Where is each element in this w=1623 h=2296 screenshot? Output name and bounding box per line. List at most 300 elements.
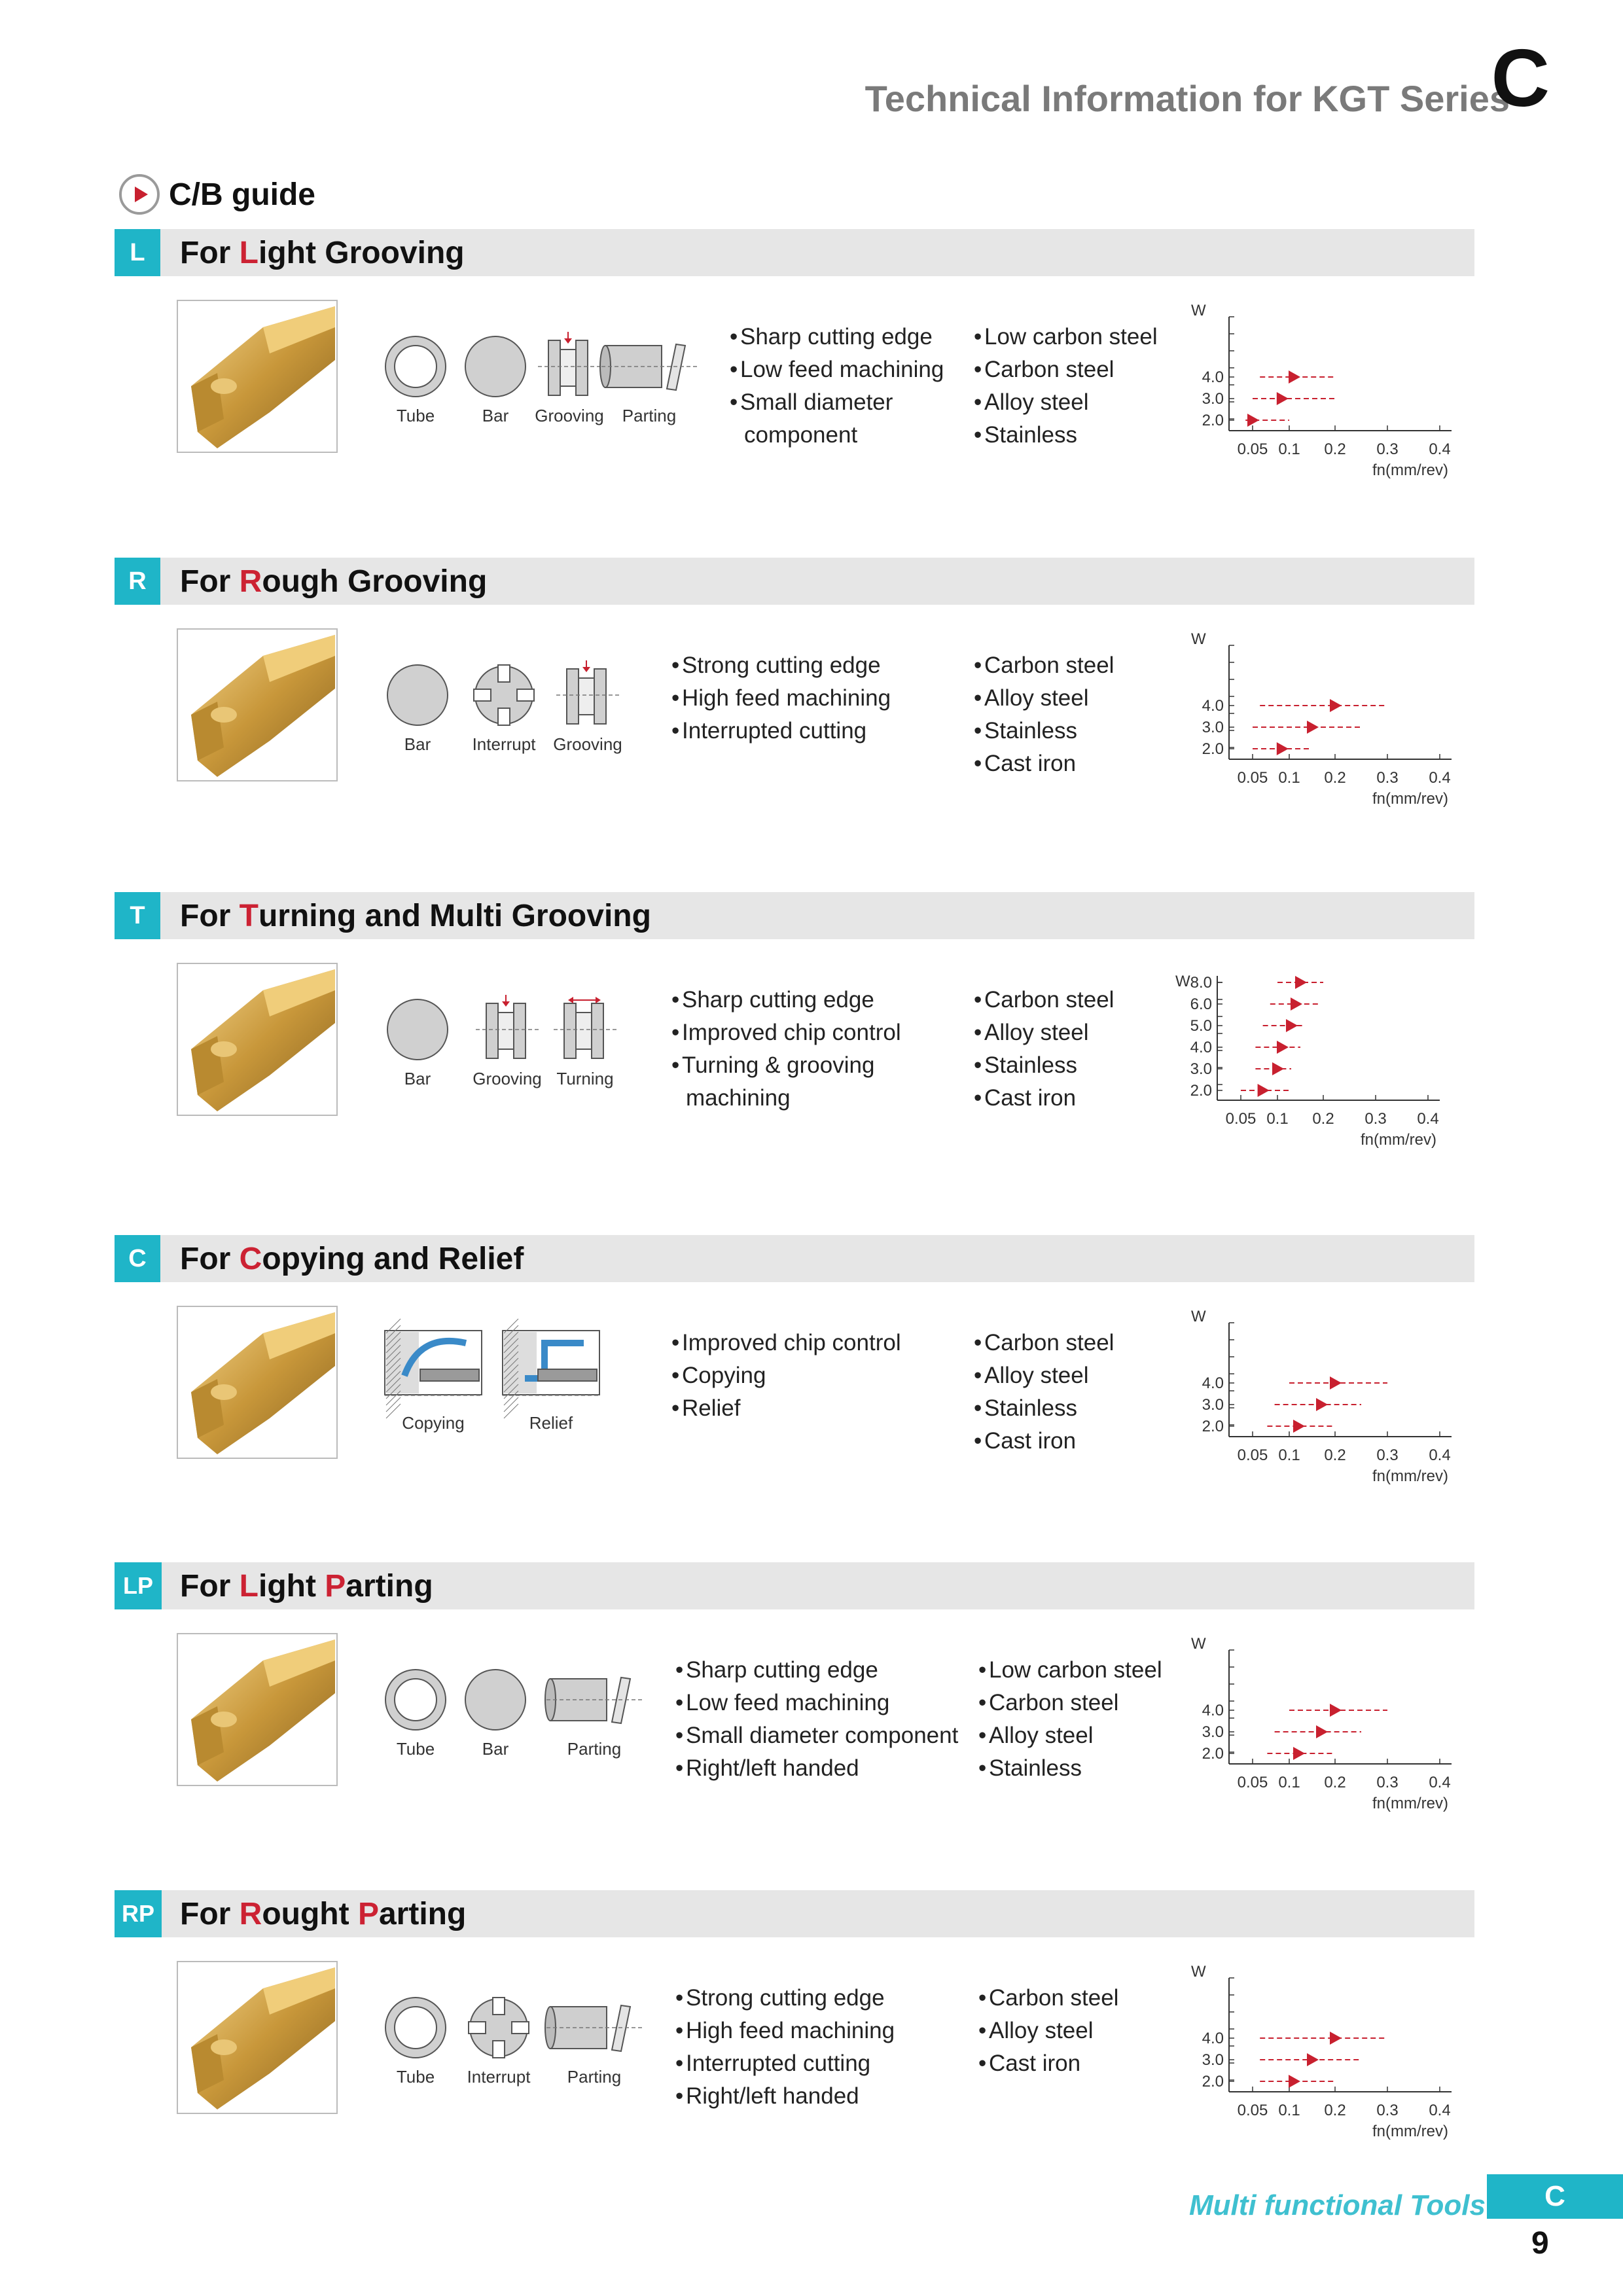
section-title-red2: P xyxy=(325,1568,346,1604)
bullet: • xyxy=(978,2018,987,2043)
feed-chart-LP xyxy=(1183,1633,1451,1829)
material-item xyxy=(974,984,1114,1016)
bullet: • xyxy=(675,1690,684,1715)
material-text: Carbon steel xyxy=(984,653,1115,678)
feed-chart-L xyxy=(1183,300,1451,496)
feature-item xyxy=(671,649,891,682)
x-tick-label: 0.3 xyxy=(1376,2102,1399,2119)
parting-icon xyxy=(600,331,698,403)
feature-text: Low feed machining xyxy=(740,357,944,382)
x-tick-label: 0.2 xyxy=(1324,1774,1346,1791)
bullet: • xyxy=(974,1020,982,1045)
interrupt-icon xyxy=(461,659,546,731)
icon-label: Copying xyxy=(402,1413,465,1433)
icon-label: Bar xyxy=(482,1739,509,1759)
bar-icon xyxy=(453,331,538,403)
section-code-badge: RP xyxy=(115,1890,162,1937)
section-title-red1: T xyxy=(239,898,259,933)
material-item xyxy=(978,1654,1162,1687)
x-tick-label: 0.05 xyxy=(1237,2102,1268,2119)
x-axis-label: fn(mm/rev) xyxy=(1361,1131,1436,1149)
material-item xyxy=(974,386,1158,419)
x-axis-label: fn(mm/rev) xyxy=(1372,1795,1448,1812)
icon-label: Tube xyxy=(396,406,435,425)
feature-text: Right/left handed xyxy=(686,1755,859,1781)
feature-text: Turning & grooving xyxy=(682,1052,875,1078)
feature-list xyxy=(671,1327,901,1425)
feed-chart-R xyxy=(1183,628,1451,825)
recommended-feed-marker xyxy=(1330,2032,1342,2045)
feed-chart-T xyxy=(1171,969,1439,1166)
recommended-feed-marker xyxy=(1289,370,1300,384)
bullet: • xyxy=(675,2051,684,2076)
play-icon xyxy=(119,174,160,215)
material-text: Carbon steel xyxy=(984,1330,1115,1355)
feature-text: component xyxy=(744,422,858,448)
section-code-badge: C xyxy=(115,1235,160,1282)
bullet: • xyxy=(671,1052,680,1078)
bar-icon xyxy=(375,994,460,1066)
bullet: • xyxy=(974,653,982,678)
x-tick-label: 0.2 xyxy=(1324,2102,1346,2119)
icon-label: Tube xyxy=(396,2067,435,2087)
feature-text: Strong cutting edge xyxy=(686,1985,885,2011)
feature-text: Small diameter xyxy=(740,389,893,415)
bullet: • xyxy=(974,751,982,776)
x-tick-label: 0.05 xyxy=(1237,440,1268,458)
recommended-feed-marker xyxy=(1295,976,1307,989)
feature-item xyxy=(730,321,944,353)
material-list xyxy=(978,1654,1162,1785)
x-tick-label: 0.1 xyxy=(1278,440,1300,458)
x-axis-label: fn(mm/rev) xyxy=(1372,461,1448,479)
icon-label: Tube xyxy=(396,1739,435,1759)
bullet: • xyxy=(978,1755,987,1781)
x-axis-label: fn(mm/rev) xyxy=(1372,2123,1448,2140)
x-tick-label: 0.3 xyxy=(1364,1110,1387,1128)
feature-text: Sharp cutting edge xyxy=(686,1657,878,1683)
material-item xyxy=(978,2015,1118,2047)
feature-text: Copying xyxy=(682,1363,766,1388)
bullet: • xyxy=(675,1723,684,1748)
bullet: • xyxy=(974,1428,982,1454)
bullet: • xyxy=(671,1020,680,1045)
feed-chart-RP xyxy=(1183,1961,1451,2157)
x-tick-label: 0.4 xyxy=(1429,1446,1451,1464)
section-title-rest1: urning and Multi Grooving xyxy=(258,898,651,933)
feature-text: Strong cutting edge xyxy=(682,653,881,678)
bullet: • xyxy=(671,653,680,678)
recommended-feed-marker xyxy=(1277,742,1289,755)
icon-label: Bar xyxy=(404,734,431,754)
material-item xyxy=(974,715,1114,747)
bullet: • xyxy=(671,685,680,711)
bullet: • xyxy=(978,2051,987,2076)
section-title-rest1: ough Grooving xyxy=(262,564,488,599)
section-title-rest1: ight Grooving xyxy=(258,235,465,270)
footer-text: Multi functional Tools xyxy=(1189,2189,1486,2221)
material-item xyxy=(974,321,1158,353)
section-title-red1: L xyxy=(239,1568,259,1604)
icon-label: Bar xyxy=(482,406,509,425)
material-text: Carbon steel xyxy=(984,987,1115,1013)
feature-text: Sharp cutting edge xyxy=(740,324,933,350)
material-text: Cast iron xyxy=(984,751,1077,776)
feature-text: Relief xyxy=(682,1395,741,1421)
feed-chart-C xyxy=(1183,1306,1451,1502)
section-title-prefix: For xyxy=(180,1896,240,1931)
feature-item xyxy=(730,419,944,452)
bar-icon xyxy=(453,1664,538,1736)
page-number: 9 xyxy=(1531,2226,1549,2261)
section-title-red1: C xyxy=(239,1241,262,1276)
material-text: Carbon steel xyxy=(989,1690,1119,1715)
chart-container xyxy=(1183,1633,1451,1833)
insert-photo xyxy=(177,963,338,1116)
icon-label: Relief xyxy=(529,1413,573,1433)
x-tick-label: 0.4 xyxy=(1429,2102,1451,2119)
feature-item xyxy=(675,1687,958,1719)
material-item xyxy=(974,1327,1114,1359)
section-code-badge: LP xyxy=(115,1562,162,1609)
insert-photo xyxy=(177,300,338,453)
material-text: Low carbon steel xyxy=(984,324,1158,350)
icon-label: Grooving xyxy=(473,1069,542,1088)
material-item xyxy=(974,353,1158,386)
section-title-rest1: ought xyxy=(262,1896,358,1931)
recommended-feed-marker xyxy=(1258,1084,1270,1097)
x-tick-label: 0.05 xyxy=(1225,1110,1257,1128)
material-list xyxy=(974,649,1114,780)
icon-label: Interrupt xyxy=(472,734,536,754)
material-text: Alloy steel xyxy=(984,389,1089,415)
material-list xyxy=(974,984,1114,1115)
grooving-icon xyxy=(555,659,620,731)
y-tick-label: 3.0 xyxy=(1202,2051,1224,2069)
y-tick-label: 2.0 xyxy=(1202,740,1224,758)
feature-item xyxy=(671,1049,901,1082)
x-tick-label: 0.05 xyxy=(1237,769,1268,787)
feature-text: Improved chip control xyxy=(682,1330,901,1355)
material-text: Alloy steel xyxy=(984,1020,1089,1045)
chart-container xyxy=(1183,300,1451,499)
section-lp xyxy=(0,1562,1623,1876)
y-tick-label: 3.0 xyxy=(1202,1396,1224,1414)
section-title-rest2: arting xyxy=(378,1896,467,1931)
material-item xyxy=(978,1687,1162,1719)
icon-label: Parting xyxy=(567,2067,622,2087)
recommended-feed-marker xyxy=(1316,1725,1328,1738)
feature-text: High feed machining xyxy=(682,685,891,711)
recommended-feed-marker xyxy=(1330,699,1342,712)
interrupt-icon xyxy=(456,1992,541,2064)
feature-item xyxy=(671,682,891,715)
recommended-feed-marker xyxy=(1291,997,1302,1011)
feature-item xyxy=(675,1654,958,1687)
material-text: Cast iron xyxy=(984,1428,1077,1454)
feature-list xyxy=(730,321,944,452)
x-tick-label: 0.1 xyxy=(1278,769,1300,787)
bar-icon xyxy=(375,659,460,731)
chart-container xyxy=(1183,1961,1451,2161)
section-title xyxy=(180,558,487,605)
bullet: • xyxy=(730,357,738,382)
feature-item xyxy=(671,715,891,747)
x-tick-label: 0.1 xyxy=(1266,1110,1289,1128)
x-tick-label: 0.2 xyxy=(1324,440,1346,458)
recommended-feed-marker xyxy=(1286,1019,1298,1032)
feature-text: High feed machining xyxy=(686,2018,895,2043)
relief-icon xyxy=(499,1327,603,1399)
bullet: • xyxy=(978,1690,987,1715)
material-text: Stainless xyxy=(989,1755,1082,1781)
recommended-feed-marker xyxy=(1330,1376,1342,1390)
feature-text: Improved chip control xyxy=(682,1020,901,1045)
section-code-badge: L xyxy=(115,229,160,276)
material-item xyxy=(974,747,1114,780)
y-axis-label: W xyxy=(1191,302,1206,319)
icon-label: Grooving xyxy=(553,734,622,754)
feature-text: Sharp cutting edge xyxy=(682,987,874,1013)
feature-item xyxy=(675,2015,895,2047)
section-c xyxy=(0,1235,1623,1549)
feature-list xyxy=(671,984,901,1115)
guide-title: C/B guide xyxy=(169,177,315,212)
material-text: Low carbon steel xyxy=(989,1657,1162,1683)
material-text: Cast iron xyxy=(984,1085,1077,1111)
recommended-feed-marker xyxy=(1307,721,1319,734)
material-item xyxy=(974,1359,1114,1392)
turning-icon xyxy=(552,994,618,1066)
y-tick-label: 5.0 xyxy=(1190,1017,1212,1035)
bullet: • xyxy=(974,685,982,711)
y-tick-label: 4.0 xyxy=(1202,1374,1224,1392)
section-code-badge: T xyxy=(115,892,160,939)
recommended-feed-marker xyxy=(1293,1420,1305,1433)
material-text: Alloy steel xyxy=(984,1363,1089,1388)
feature-text: Small diameter component xyxy=(686,1723,959,1748)
bullet: • xyxy=(671,1330,680,1355)
bullet: • xyxy=(675,1985,684,2011)
section-r xyxy=(0,558,1623,872)
grooving-icon xyxy=(537,331,602,403)
bullet: • xyxy=(978,1723,987,1748)
material-item xyxy=(978,1982,1118,2015)
x-tick-label: 0.1 xyxy=(1278,1774,1300,1791)
y-tick-label: 2.0 xyxy=(1202,2073,1224,2090)
y-tick-label: 4.0 xyxy=(1202,1702,1224,1719)
section-title-red1: R xyxy=(239,564,262,599)
material-list xyxy=(974,321,1158,452)
section-title-prefix: For xyxy=(180,1241,240,1276)
y-tick-label: 3.0 xyxy=(1202,719,1224,736)
x-tick-label: 0.4 xyxy=(1429,440,1451,458)
material-item xyxy=(978,1719,1162,1752)
bullet: • xyxy=(675,2083,684,2109)
parting-icon xyxy=(545,1992,643,2064)
feature-item xyxy=(730,386,944,419)
x-tick-label: 0.4 xyxy=(1429,1774,1451,1791)
feature-text: machining xyxy=(686,1085,791,1111)
chart-container xyxy=(1171,969,1439,1169)
bullet: • xyxy=(974,987,982,1013)
material-list xyxy=(978,1982,1118,2080)
y-tick-label: 6.0 xyxy=(1190,996,1212,1013)
section-title xyxy=(180,892,651,939)
section-title xyxy=(180,229,465,276)
feature-item xyxy=(671,1327,901,1359)
section-title-prefix: For xyxy=(180,235,240,270)
bullet: • xyxy=(974,357,982,382)
insert-photo xyxy=(177,1961,338,2114)
section-title-prefix: For xyxy=(180,564,240,599)
insert-photo xyxy=(177,628,338,781)
recommended-feed-marker xyxy=(1272,1062,1284,1075)
section-title-rest2: arting xyxy=(346,1568,433,1604)
material-item xyxy=(978,2047,1118,2080)
recommended-feed-marker xyxy=(1316,1398,1328,1411)
grooving-icon xyxy=(474,994,540,1066)
y-axis-label: W xyxy=(1191,1308,1206,1325)
material-item xyxy=(974,1082,1114,1115)
bullet: • xyxy=(974,1363,982,1388)
bullet: • xyxy=(974,1052,982,1078)
y-axis-label: W xyxy=(1175,973,1190,990)
y-tick-label: 2.0 xyxy=(1190,1082,1212,1100)
y-tick-label: 2.0 xyxy=(1202,412,1224,429)
material-item xyxy=(974,1425,1114,1458)
material-item xyxy=(974,1016,1114,1049)
y-tick-label: 3.0 xyxy=(1202,1723,1224,1741)
icon-label: Parting xyxy=(622,406,677,425)
tube-icon xyxy=(373,1664,458,1736)
section-title-rest1: opying and Relief xyxy=(262,1241,524,1276)
recommended-feed-marker xyxy=(1289,2075,1300,2088)
icon-label: Parting xyxy=(567,1739,622,1759)
y-tick-label: 4.0 xyxy=(1202,2030,1224,2047)
material-text: Alloy steel xyxy=(989,2018,1094,2043)
page-header-title: Technical Information for KGT Series xyxy=(865,78,1510,119)
section-title-red1: L xyxy=(239,235,259,270)
icon-label: Turning xyxy=(556,1069,614,1088)
section-title-rest1: ight xyxy=(258,1568,325,1604)
feature-list xyxy=(671,649,891,747)
section-code-badge: R xyxy=(115,558,160,605)
chapter-tab: C xyxy=(1487,2174,1623,2219)
y-tick-label: 2.0 xyxy=(1202,1745,1224,1763)
tube-icon xyxy=(373,1992,458,2064)
bullet: • xyxy=(671,987,680,1013)
feature-item xyxy=(671,984,901,1016)
bullet: • xyxy=(974,389,982,415)
feature-text: Right/left handed xyxy=(686,2083,859,2109)
feature-item xyxy=(671,1016,901,1049)
feature-item xyxy=(675,2080,895,2113)
y-axis-label: W xyxy=(1191,630,1206,648)
x-tick-label: 0.3 xyxy=(1376,1774,1399,1791)
section-title xyxy=(180,1890,466,1937)
bullet: • xyxy=(675,1755,684,1781)
y-tick-label: 8.0 xyxy=(1190,974,1212,992)
chart-container xyxy=(1183,1306,1451,1505)
recommended-feed-marker xyxy=(1307,2053,1319,2066)
feature-item xyxy=(675,1719,958,1752)
bullet: • xyxy=(671,1395,680,1421)
x-tick-label: 0.3 xyxy=(1376,769,1399,787)
x-tick-label: 0.4 xyxy=(1417,1110,1439,1128)
material-text: Stainless xyxy=(984,422,1078,448)
chart-container xyxy=(1183,628,1451,828)
bullet: • xyxy=(974,422,982,448)
bullet: • xyxy=(675,1657,684,1683)
bullet: • xyxy=(671,1363,680,1388)
y-tick-label: 3.0 xyxy=(1202,390,1224,408)
feature-item xyxy=(675,1982,895,2015)
tube-icon xyxy=(373,331,458,403)
chapter-letter: C xyxy=(1491,33,1550,124)
feature-item xyxy=(675,2047,895,2080)
x-axis-label: fn(mm/rev) xyxy=(1372,1467,1448,1485)
y-tick-label: 3.0 xyxy=(1190,1060,1212,1078)
bullet: • xyxy=(978,1985,987,2011)
x-tick-label: 0.05 xyxy=(1237,1446,1268,1464)
x-tick-label: 0.4 xyxy=(1429,769,1451,787)
section-title-red1: R xyxy=(239,1896,262,1931)
y-tick-label: 4.0 xyxy=(1202,697,1224,715)
recommended-feed-marker xyxy=(1293,1747,1305,1760)
feature-item xyxy=(671,1392,901,1425)
x-tick-label: 0.3 xyxy=(1376,1446,1399,1464)
x-axis-label: fn(mm/rev) xyxy=(1372,790,1448,808)
bullet: • xyxy=(671,718,680,744)
material-text: Carbon steel xyxy=(989,1985,1119,2011)
feature-list xyxy=(675,1982,895,2113)
insert-photo xyxy=(177,1306,338,1459)
feature-text: Interrupted cutting xyxy=(682,718,867,744)
icon-label: Interrupt xyxy=(467,2067,531,2087)
y-tick-label: 4.0 xyxy=(1190,1039,1212,1056)
y-tick-label: 4.0 xyxy=(1202,368,1224,386)
y-axis-label: W xyxy=(1191,1635,1206,1653)
x-tick-label: 0.1 xyxy=(1278,1446,1300,1464)
section-title xyxy=(180,1562,433,1609)
material-list xyxy=(974,1327,1114,1458)
recommended-feed-marker xyxy=(1277,1041,1289,1054)
material-item xyxy=(974,1392,1114,1425)
feature-text: Low feed machining xyxy=(686,1690,890,1715)
material-text: Stainless xyxy=(984,1395,1078,1421)
icon-label: Grooving xyxy=(535,406,604,425)
material-text: Cast iron xyxy=(989,2051,1081,2076)
material-item xyxy=(974,682,1114,715)
section-rp xyxy=(0,1890,1623,2204)
copying-icon xyxy=(381,1327,486,1399)
feature-text: Interrupted cutting xyxy=(686,2051,871,2076)
material-text: Stainless xyxy=(984,1052,1078,1078)
x-tick-label: 0.1 xyxy=(1278,2102,1300,2119)
bullet: • xyxy=(974,1085,982,1111)
section-title xyxy=(180,1235,524,1282)
parting-icon xyxy=(545,1664,643,1736)
recommended-feed-marker xyxy=(1247,414,1259,427)
insert-photo xyxy=(177,1633,338,1786)
bullet: • xyxy=(974,1330,982,1355)
material-item xyxy=(978,1752,1162,1785)
recommended-feed-marker xyxy=(1330,1704,1342,1717)
feature-item xyxy=(671,1082,901,1115)
bullet: • xyxy=(974,1395,982,1421)
x-tick-label: 0.2 xyxy=(1312,1110,1334,1128)
